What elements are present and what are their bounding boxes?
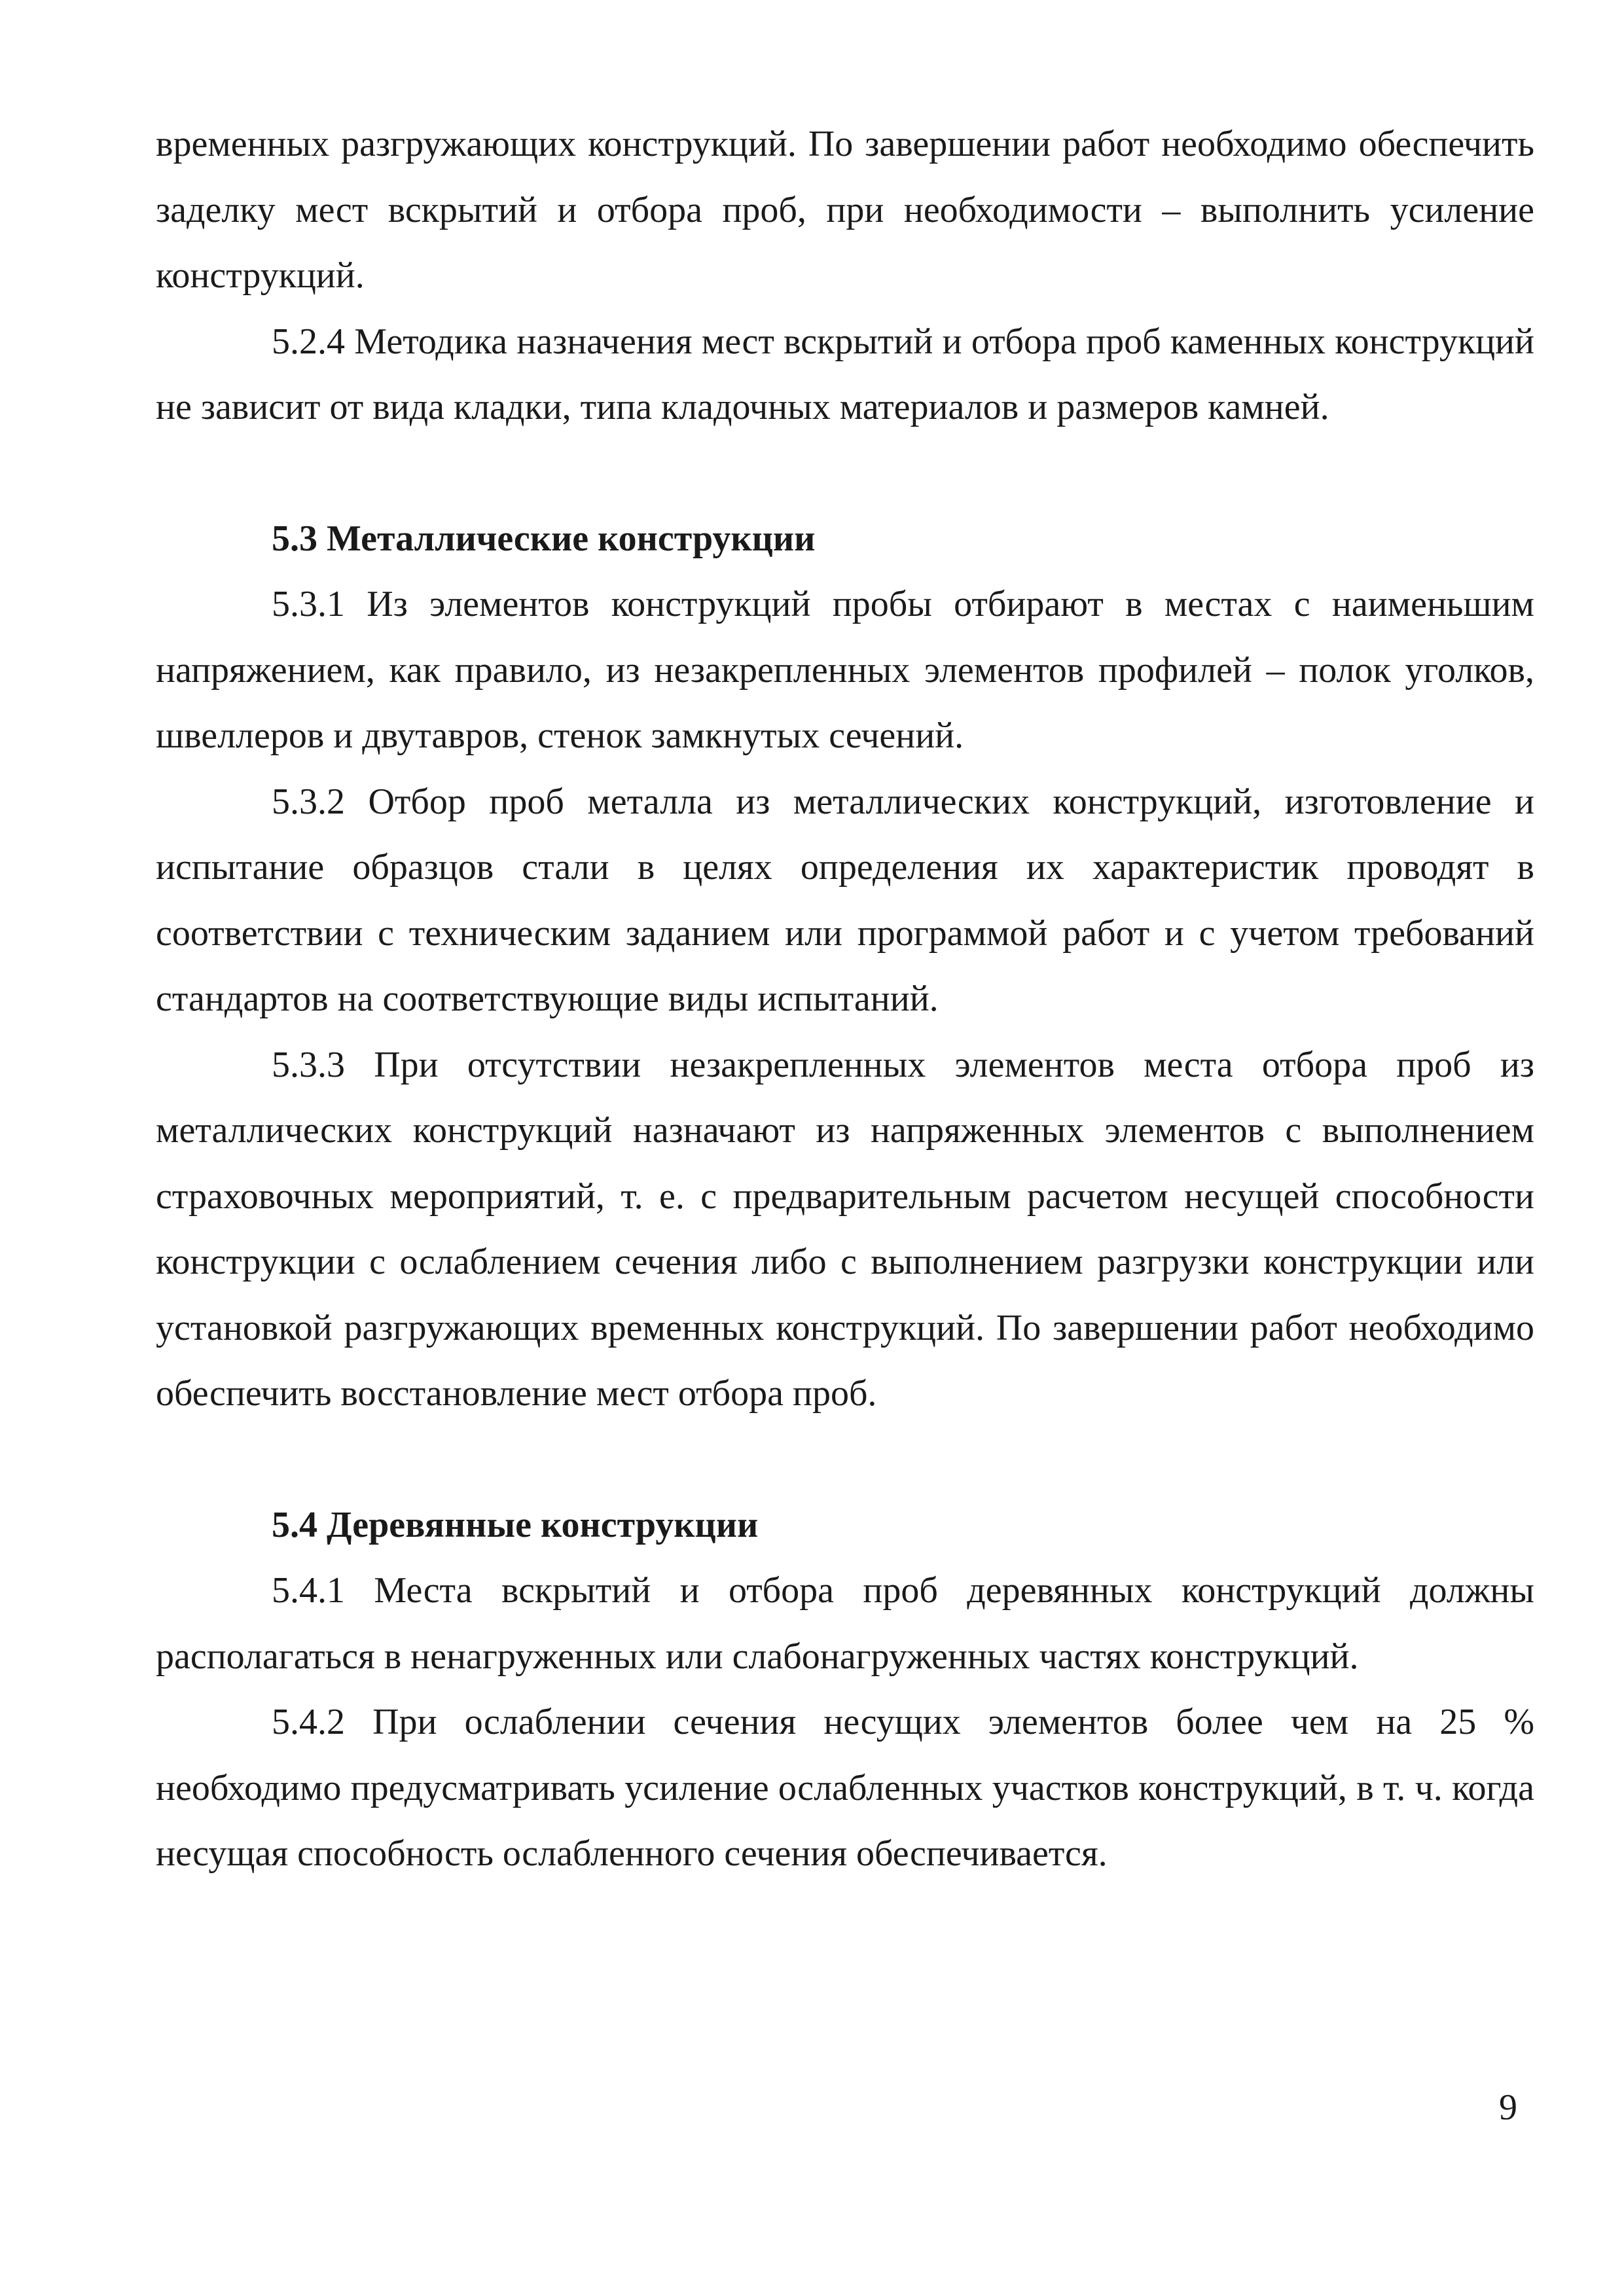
- section-heading-5-3: 5.3 Металлические конструкции: [272, 518, 816, 559]
- paragraph-5-3-2: 5.3.2 Отбор проб металла из металлических конструкций, изготовление и испытание образцов стали в целях определения их характеристик проводят в соответствии с техническим заданием или программой работ и с учетом требований стандартов на соответствующие виды испытаний.: [156, 781, 1534, 1019]
- paragraph-5-2-4: 5.2.4 Методика назначения мест вскрытий и отбора проб каменных конструкций не зависит от вида кладки, типа кладочных материалов и размеров камней.: [156, 321, 1534, 427]
- page-number: 9: [1499, 2087, 1517, 2128]
- paragraph-5-3-3: 5.3.3 При отсутствии незакрепленных элементов места отбора проб из металлических конструкций назначают из напряженных элементов с выполнением страховочных мероприятий, т. е. с предварительным расчетом несущей способности конструкции с ослаблением сечения либо с выполнением разгрузки конструкции или установкой разгружающих временных конструкций. По завершении работ необходимо обеспечить восстановление мест отбора проб.: [156, 1044, 1534, 1414]
- paragraph-continuation: временных разгружающих конструкций. По завершении работ необходимо обеспечить заделку мест вскрытий и отбора проб, при необходимости – выполнить усиление конструкций.: [156, 124, 1534, 296]
- paragraph-5-4-2: 5.4.2 При ослаблении сечения несущих элементов более чем на 25 % необходимо предусматривать усиление ослабленных участков конструкций, в т. ч. когда несущая способность ослабленного сечения обеспечивается.: [156, 1702, 1534, 1874]
- document-page: [156, 111, 1534, 1887]
- paragraph-5-3-1: 5.3.1 Из элементов конструкций пробы отбирают в местах с наименьшим напряжением, как правило, из незакрепленных элементов профилей – полок уголков, швеллеров и двутавров, стенок замкнутых сечений.: [156, 584, 1534, 756]
- paragraph-5-4-1: 5.4.1 Места вскрытий и отбора проб деревянных конструкций должны располагаться в ненагруженных или слабонагруженных частях конструкций.: [156, 1570, 1534, 1677]
- section-heading-5-4: 5.4 Деревянные конструкции: [272, 1504, 759, 1545]
